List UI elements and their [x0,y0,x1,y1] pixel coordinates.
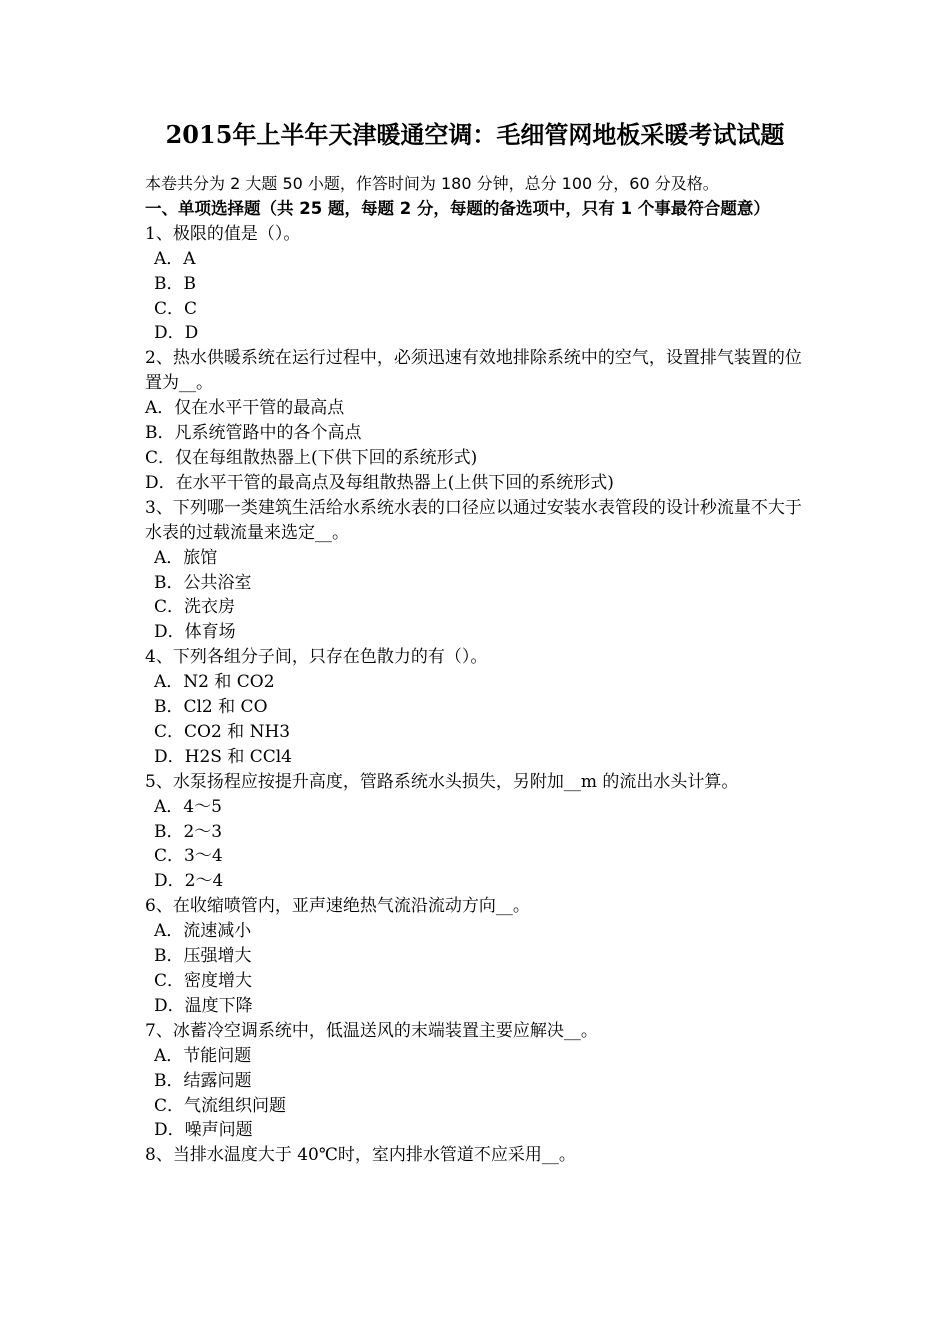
option-d: D．噪声问题 [154,1120,253,1141]
option-a: A．仅在水平干管的最高点 [145,398,345,419]
question-2 [145,346,810,495]
question-3 [145,496,810,645]
option-d: D．H2S 和 CCl4 [154,746,292,767]
document-body [145,172,810,1168]
option-c: C．仅在每组散热器上(下供下回的系统形式) [145,447,478,468]
option-b: B．公共浴室 [154,572,252,593]
question-text: 5、水泵扬程应按提升高度，管路系统水头损失，另附加__m 的流出水头计算。 [145,771,739,792]
question-text: 8、当排水温度大于 40℃时，室内排水管道不应采用__。 [145,1145,576,1166]
option-b: B．凡系统管路中的各个高点 [145,423,362,444]
question-8 [145,1143,810,1168]
option-b: B．结露问题 [154,1070,252,1091]
question-4 [145,645,810,770]
exam-intro: 本卷共分为 2 大题 50 小题，作答时间为 180 分钟，总分 100 分，60 分及格。 [145,174,719,193]
option-b: B．2～3 [154,821,223,842]
question-text: 1、极限的值是（）。 [145,223,301,244]
option-a: A．节能问题 [154,1045,252,1066]
option-c: C．气流组织问题 [154,1095,287,1116]
option-d: D．D [154,323,199,344]
option-c: C．洗衣房 [154,597,236,618]
option-d: D．体育场 [154,622,236,643]
option-a: A．流速减小 [154,921,252,942]
option-b: B．压强增大 [154,946,252,967]
option-b: B．Cl2 和 CO [154,697,268,718]
option-c: C．C [154,298,198,319]
option-d: D．2～4 [154,871,224,892]
option-a: A．A [154,248,196,269]
option-c: C．3～4 [154,846,223,867]
question-6 [145,894,810,1019]
question-text: 2、热水供暖系统在运行过程中，必须迅速有效地排除系统中的空气，设置排气装置的位置为__。 [145,348,802,394]
question-text: 7、冰蓄冷空调系统中，低温送风的末端装置主要应解决__。 [145,1020,598,1041]
option-d: D．温度下降 [154,995,253,1016]
option-a: A．4～5 [154,796,222,817]
question-5 [145,770,810,895]
option-c: C．CO2 和 NH3 [154,721,291,742]
question-7 [145,1019,810,1144]
option-c: C．密度增大 [154,971,253,991]
section-heading: 一、单项选择题（共 25 题，每题 2 分，每题的备选项中，只有 1 个事最符合题意） [145,198,770,218]
option-a: A．旅馆 [154,547,218,568]
document-title: 2015年上半年天津暖通空调：毛细管网地板采暖考试试题 [165,120,785,149]
option-b: B．B [154,273,196,294]
option-a: A．N2 和 CO2 [154,672,275,693]
question-1 [145,222,810,347]
question-text: 6、在收缩喷管内，亚声速绝热气流沿流动方向__。 [145,896,530,917]
question-text: 3、下列哪一类建筑生活给水系统水表的口径应以通过安装水表管段的设计秒流量不大于水表的过载流量来选定__。 [145,497,802,543]
option-d: D．在水平干管的最高点及每组散热器上(上供下回的系统形式) [145,472,614,493]
question-text: 4、下列各组分子间，只存在色散力的有（）。 [145,647,488,668]
